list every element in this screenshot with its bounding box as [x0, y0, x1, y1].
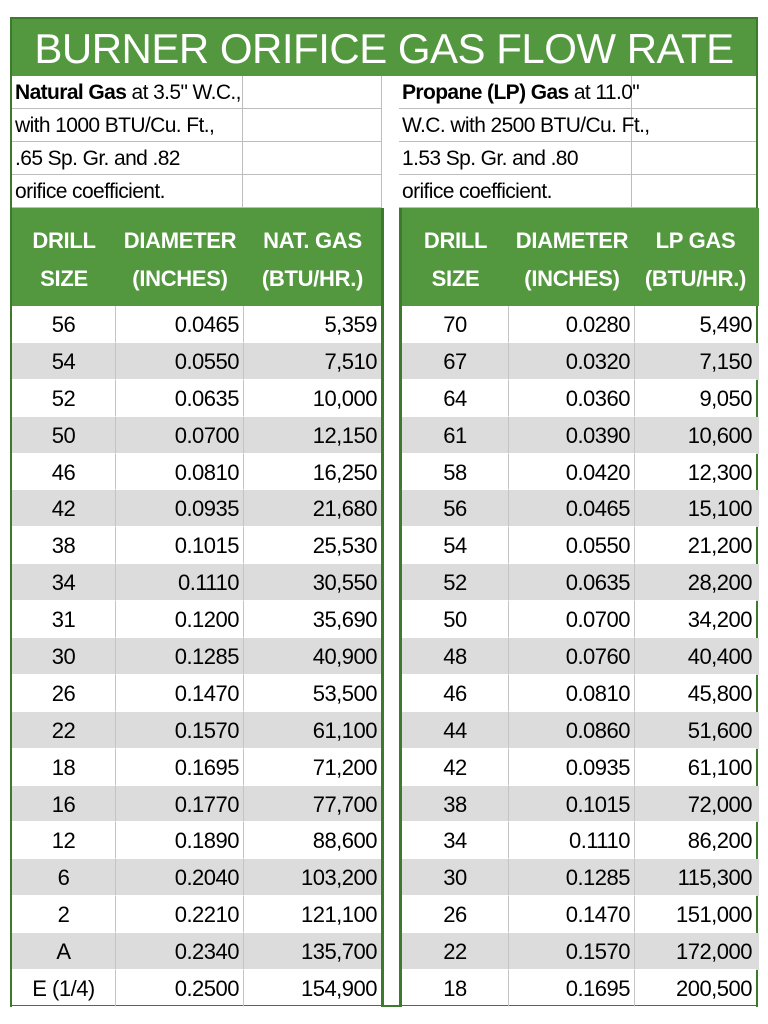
table-row [12, 527, 381, 564]
btu-cell: 40,900 [244, 638, 381, 675]
drill-size-cell: 61 [402, 417, 509, 454]
table-row [12, 343, 381, 380]
table-body [12, 306, 381, 1007]
propane-gas-table [399, 208, 759, 1007]
diameter-cell: 0.0550 [509, 527, 635, 564]
btu-cell: 71,200 [244, 749, 381, 786]
btu-cell: 16,250 [244, 454, 381, 491]
drill-size-cell: 18 [12, 749, 116, 786]
diameter-cell: 0.1470 [116, 675, 244, 712]
btu-cell: 10,000 [244, 380, 381, 417]
header-lp-gas: LP GAS (BTU/HR.) [644, 228, 747, 291]
diameter-cell: 0.1200 [116, 601, 244, 638]
table-row [12, 896, 381, 933]
drill-size-cell: 48 [402, 638, 509, 675]
diameter-cell: 0.0860 [509, 712, 635, 749]
note-line [399, 175, 756, 208]
note-line [399, 142, 756, 175]
drill-size-cell: 30 [12, 638, 116, 675]
diameter-cell: 0.2340 [116, 933, 244, 970]
btu-cell: 88,600 [244, 822, 381, 859]
btu-cell: 21,680 [244, 490, 381, 527]
drill-size-cell: A [12, 933, 116, 970]
note-line [399, 109, 756, 142]
drill-size-cell: E (1/4) [12, 970, 116, 1007]
header-nat-gas: NAT. GAS (BTU/HR.) [261, 228, 364, 291]
btu-cell: 28,200 [635, 564, 756, 601]
diameter-cell: 0.0635 [116, 380, 244, 417]
btu-cell: 21,200 [635, 527, 756, 564]
table-row [12, 417, 381, 454]
table-row [12, 712, 381, 749]
table-row [402, 490, 759, 527]
orifice-chart [10, 17, 758, 1007]
diameter-cell: 0.2500 [116, 970, 244, 1007]
btu-cell: 51,600 [635, 712, 756, 749]
drill-size-cell: 38 [12, 527, 116, 564]
diameter-cell: 0.1110 [509, 822, 635, 859]
diameter-cell: 0.0465 [509, 490, 635, 527]
table-row [12, 638, 381, 675]
diameter-cell: 0.0390 [509, 417, 635, 454]
drill-size-cell: 6 [12, 859, 116, 896]
btu-cell: 5,490 [635, 306, 756, 343]
table-row [402, 933, 759, 970]
drill-size-cell: 46 [12, 454, 116, 491]
drill-size-cell: 50 [402, 601, 509, 638]
propane-gas-notes [399, 76, 756, 208]
diameter-cell: 0.1695 [509, 970, 635, 1007]
table-row [402, 417, 759, 454]
btu-cell: 172,000 [635, 933, 756, 970]
drill-size-cell: 26 [402, 896, 509, 933]
table-row [402, 712, 759, 749]
btu-cell: 61,100 [635, 749, 756, 786]
table-row [12, 490, 381, 527]
table-row [12, 970, 381, 1007]
diameter-cell: 0.1890 [116, 822, 244, 859]
drill-size-cell: 12 [12, 822, 116, 859]
diameter-cell: 0.0420 [509, 454, 635, 491]
drill-size-cell: 70 [402, 306, 509, 343]
btu-cell: 77,700 [244, 786, 381, 823]
diameter-cell: 0.0810 [509, 675, 635, 712]
btu-cell: 12,150 [244, 417, 381, 454]
diameter-cell: 0.1570 [116, 712, 244, 749]
btu-cell: 15,100 [635, 490, 756, 527]
note-line [12, 175, 381, 208]
btu-cell: 34,200 [635, 601, 756, 638]
btu-cell: 30,550 [244, 564, 381, 601]
table-row [402, 749, 759, 786]
drill-size-cell: 16 [12, 786, 116, 823]
drill-size-cell: 54 [12, 343, 116, 380]
btu-cell: 9,050 [635, 380, 756, 417]
diameter-cell: 0.1285 [509, 859, 635, 896]
table-row [12, 933, 381, 970]
drill-size-cell: 38 [402, 786, 509, 823]
note-text: at 11.0" [568, 81, 640, 104]
drill-size-cell: 22 [402, 933, 509, 970]
note-text: at 3.5" W.C., [126, 81, 241, 104]
header-diameter: DIAMETER (INCHES) [515, 228, 629, 291]
diameter-cell: 0.2040 [116, 859, 244, 896]
btu-cell: 25,530 [244, 527, 381, 564]
btu-cell: 86,200 [635, 822, 756, 859]
diameter-cell: 0.1015 [509, 786, 635, 823]
page-title: BURNER ORIFICE GAS FLOW RATE [12, 19, 756, 76]
note-line [12, 76, 381, 109]
table-row [12, 564, 381, 601]
drill-size-cell: 56 [12, 306, 116, 343]
note-line [12, 142, 381, 175]
diameter-cell: 0.0635 [509, 564, 635, 601]
note-text: orifice coefficient. [15, 180, 165, 203]
table-row [12, 822, 381, 859]
note-text: W.C. with 2500 BTU/Cu. Ft., [402, 114, 650, 137]
btu-cell: 61,100 [244, 712, 381, 749]
table-row [402, 306, 759, 343]
btu-cell: 72,000 [635, 786, 756, 823]
diameter-cell: 0.1695 [116, 749, 244, 786]
table-row [12, 786, 381, 823]
drill-size-cell: 50 [12, 417, 116, 454]
btu-cell: 10,600 [635, 417, 756, 454]
note-text: 1.53 Sp. Gr. and .80 [402, 147, 578, 170]
btu-cell: 154,900 [244, 970, 381, 1007]
note-text: .65 Sp. Gr. and .82 [15, 147, 180, 170]
table-row [402, 786, 759, 823]
diameter-cell: 0.0360 [509, 380, 635, 417]
table-row [402, 380, 759, 417]
btu-cell: 7,510 [244, 343, 381, 380]
note-bold: Propane (LP) Gas [402, 81, 569, 104]
drill-size-cell: 2 [12, 896, 116, 933]
btu-cell: 115,300 [635, 859, 756, 896]
btu-cell: 151,000 [635, 896, 756, 933]
diameter-cell: 0.0935 [116, 490, 244, 527]
table-row [402, 564, 759, 601]
header-drill-size: DRILL SIZE [423, 228, 488, 291]
drill-size-cell: 34 [402, 822, 509, 859]
diameter-cell: 0.1570 [509, 933, 635, 970]
table-row [402, 822, 759, 859]
table-row [12, 454, 381, 491]
diameter-cell: 0.0550 [116, 343, 244, 380]
table-row [402, 454, 759, 491]
drill-size-cell: 26 [12, 675, 116, 712]
diameter-cell: 0.0700 [509, 601, 635, 638]
diameter-cell: 0.0935 [509, 749, 635, 786]
drill-size-cell: 44 [402, 712, 509, 749]
btu-cell: 121,100 [244, 896, 381, 933]
table-row [12, 859, 381, 896]
btu-cell: 12,300 [635, 454, 756, 491]
drill-size-cell: 52 [12, 380, 116, 417]
table-row [12, 749, 381, 786]
drill-size-cell: 42 [12, 490, 116, 527]
table-header [402, 208, 759, 306]
btu-cell: 7,150 [635, 343, 756, 380]
table-row [402, 896, 759, 933]
drill-size-cell: 31 [12, 601, 116, 638]
btu-cell: 40,400 [635, 638, 756, 675]
diameter-cell: 0.1015 [116, 527, 244, 564]
btu-cell: 5,359 [244, 306, 381, 343]
table-row [402, 675, 759, 712]
diameter-cell: 0.2210 [116, 896, 244, 933]
table-row [402, 343, 759, 380]
table-row [402, 970, 759, 1007]
diameter-cell: 0.0280 [509, 306, 635, 343]
diameter-cell: 0.1770 [116, 786, 244, 823]
diameter-cell: 0.0700 [116, 417, 244, 454]
table-header [12, 208, 381, 306]
table-row [402, 601, 759, 638]
table-row [402, 859, 759, 896]
table-row [12, 380, 381, 417]
drill-size-cell: 58 [402, 454, 509, 491]
table-row [402, 638, 759, 675]
natural-gas-notes [12, 76, 381, 208]
diameter-cell: 0.1285 [116, 638, 244, 675]
diameter-cell: 0.1470 [509, 896, 635, 933]
drill-size-cell: 46 [402, 675, 509, 712]
btu-cell: 135,700 [244, 933, 381, 970]
drill-size-cell: 30 [402, 859, 509, 896]
btu-cell: 45,800 [635, 675, 756, 712]
table-row [12, 675, 381, 712]
header-drill-size: DRILL SIZE [32, 228, 96, 291]
diameter-cell: 0.0465 [116, 306, 244, 343]
natural-gas-table [12, 208, 384, 1007]
drill-size-cell: 54 [402, 527, 509, 564]
drill-size-cell: 18 [402, 970, 509, 1007]
btu-cell: 200,500 [635, 970, 756, 1007]
table-row [402, 527, 759, 564]
drill-size-cell: 64 [402, 380, 509, 417]
diameter-cell: 0.1110 [116, 564, 244, 601]
note-text: with 1000 BTU/Cu. Ft., [15, 114, 215, 137]
diameter-cell: 0.0320 [509, 343, 635, 380]
drill-size-cell: 52 [402, 564, 509, 601]
table-body [402, 306, 759, 1007]
table-row [12, 306, 381, 343]
header-diameter: DIAMETER (INCHES) [123, 228, 237, 291]
btu-cell: 53,500 [244, 675, 381, 712]
drill-size-cell: 42 [402, 749, 509, 786]
diameter-cell: 0.0760 [509, 638, 635, 675]
drill-size-cell: 56 [402, 490, 509, 527]
btu-cell: 35,690 [244, 601, 381, 638]
note-line [399, 76, 756, 109]
note-bold: Natural Gas [15, 81, 127, 104]
drill-size-cell: 22 [12, 712, 116, 749]
table-row [12, 601, 381, 638]
drill-size-cell: 67 [402, 343, 509, 380]
drill-size-cell: 34 [12, 564, 116, 601]
note-text: orifice coefficient. [402, 180, 552, 203]
note-line [12, 109, 381, 142]
btu-cell: 103,200 [244, 859, 381, 896]
diameter-cell: 0.0810 [116, 454, 244, 491]
